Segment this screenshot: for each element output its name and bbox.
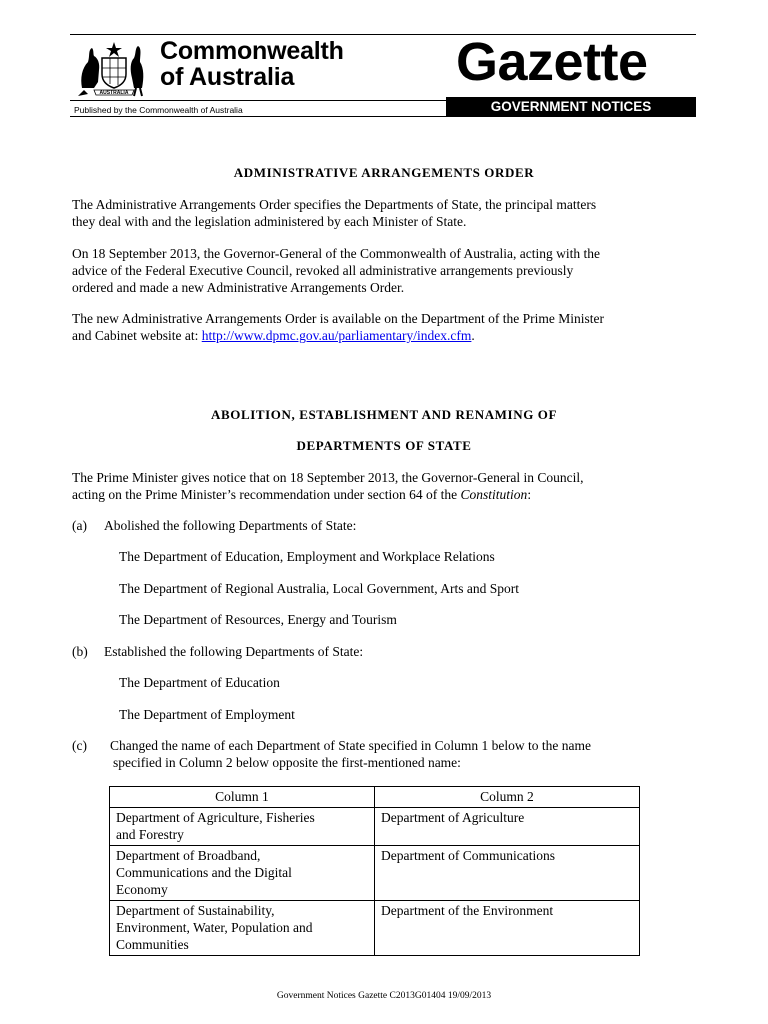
item-c-line2: specified in Column 2 below opposite the first-mentioned name: — [113, 755, 461, 770]
department-rename-table — [109, 786, 640, 956]
item-c-label: (c) — [72, 738, 87, 753]
abolished-department-3: The Department of Resources, Energy and Tourism — [119, 612, 397, 627]
paragraph-3-suffix: . — [471, 328, 475, 343]
table-cell-new-name: Department of the Environment — [375, 901, 640, 956]
abolished-department-2: The Department of Regional Australia, Local Government, Arts and Sport — [119, 581, 520, 596]
cell-line: Economy — [116, 882, 168, 897]
item-c-text — [110, 737, 710, 771]
paragraph-1 — [72, 196, 702, 230]
item-b-label: (b) — [72, 644, 88, 659]
abolished-department-1: The Department of Education, Employment and Workplace Relations — [119, 549, 495, 564]
paragraph-3-prefix: and Cabinet website at: — [72, 328, 202, 343]
masthead-title-line1: Commonwealth — [160, 37, 344, 65]
intro-paragraph — [72, 469, 702, 503]
crest-motto: AUSTRALIA — [99, 90, 129, 96]
paragraph-2-line3: ordered and made a new Administrative Arrangements Order. — [72, 280, 405, 295]
item-c-line1: Changed the name of each Department of State specified in Column 1 below to the name — [110, 738, 591, 753]
table-cell-new-name: Department of Communications — [375, 846, 640, 901]
table-cell-old-name — [110, 901, 375, 956]
cell-line: Environment, Water, Population and — [116, 920, 313, 935]
cell-line: Communications and the Digital — [116, 865, 292, 880]
table-cell-old-name — [110, 808, 375, 846]
intro-line1: The Prime Minister gives notice that on 18 September 2013, the Governor-General in Council, — [72, 470, 584, 485]
section-heading-departments: DEPARTMENTS OF STATE — [296, 438, 472, 453]
table-row — [110, 846, 640, 901]
intro-line2-suffix: : — [527, 487, 532, 502]
table-cell-new-name: Department of Agriculture — [375, 808, 640, 846]
masthead-title-line2: of Australia — [160, 63, 295, 91]
cell-line: Department of Sustainability, — [116, 903, 275, 918]
established-department-1: The Department of Education — [119, 675, 280, 690]
government-notices-band: GOVERNMENT NOTICES — [446, 97, 696, 117]
table-row — [110, 808, 640, 846]
item-b-text: Established the following Departments of State: — [104, 644, 364, 659]
masthead-bottom-rule — [70, 116, 696, 117]
item-a-label: (a) — [72, 518, 87, 533]
paragraph-1-line1: The Administrative Arrangements Order specifies the Departments of State, the principal matters — [72, 197, 597, 212]
cell-line: Communities — [116, 937, 189, 952]
constitution-italic: Constitution — [460, 487, 528, 502]
cell-line: and Forestry — [116, 827, 184, 842]
paragraph-2-line2: advice of the Federal Executive Council, revoked all administrative arrangements previously — [72, 263, 574, 278]
paragraph-3-line2 — [72, 327, 702, 344]
intro-line2 — [72, 486, 702, 503]
paragraph-2 — [72, 245, 702, 296]
section-heading-aao: ADMINISTRATIVE ARRANGEMENTS ORDER — [233, 165, 535, 180]
dpmc-website-link[interactable]: http://www.dpmc.gov.au/parliamentary/index.cfm — [201, 328, 472, 343]
column-2-header: Column 2 — [375, 787, 640, 808]
section-heading-abolition: ABOLITION, ESTABLISHMENT AND RENAMING OF — [210, 407, 558, 422]
paragraph-3 — [72, 310, 702, 344]
cell-line: Department of Agriculture, Fisheries — [116, 810, 315, 825]
gazette-wordmark: Gazette — [456, 32, 648, 92]
table-header-row — [110, 787, 640, 808]
established-department-2: The Department of Employment — [119, 707, 295, 722]
paragraph-1-line2: they deal with and the legislation administered by each Minister of State. — [72, 214, 467, 229]
masthead-rule — [70, 100, 446, 101]
paragraph-3-line1: The new Administrative Arrangements Order is available on the Department of the Prime Minister — [72, 311, 604, 326]
page-footer: Government Notices Gazette C2013G01404 19/09/2013 — [276, 991, 492, 1001]
cell-line: Department of Broadband, — [116, 848, 261, 863]
intro-line2-prefix: acting on the Prime Minister’s recommendation under section 64 of the — [72, 487, 461, 502]
table-row — [110, 901, 640, 956]
table-cell-old-name — [110, 846, 375, 901]
masthead-title — [160, 38, 344, 90]
paragraph-2-line1: On 18 September 2013, the Governor-General of the Commonwealth of Australia, acting with the — [72, 246, 600, 261]
item-a-text: Abolished the following Departments of State: — [104, 518, 357, 533]
column-1-header: Column 1 — [110, 787, 375, 808]
published-by: Published by the Commonwealth of Australia — [74, 105, 243, 115]
